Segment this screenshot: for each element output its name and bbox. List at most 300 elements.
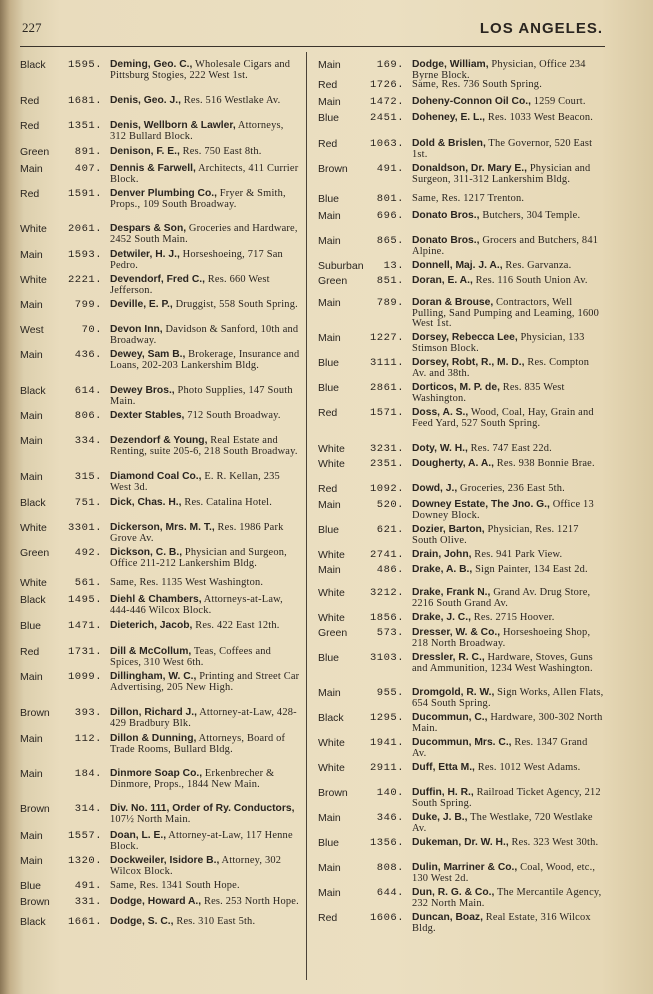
listing-entry xyxy=(20,548,302,569)
phone-number: 1099. xyxy=(67,671,102,683)
phone-number: 614. xyxy=(74,385,102,397)
listing-name: Dresser, W. & Co., xyxy=(412,627,501,638)
listing-entry xyxy=(318,763,604,774)
listing-name: Dodge, William, xyxy=(412,59,489,70)
listing-details: Attorneys-at-Law, 444-446 Wilcox Block. xyxy=(110,594,283,616)
listing-entry xyxy=(318,525,604,546)
listing-name: Dieterich, Jacob, xyxy=(110,620,193,631)
listing-text xyxy=(110,523,302,544)
listing-entry xyxy=(318,194,604,205)
listing-details: Davidson & Sanford, 10th and Broadway. xyxy=(110,324,299,346)
listing-details: Res. 116 South Union Av. xyxy=(472,275,588,286)
listing-text xyxy=(110,881,302,892)
listing-details: Fryer & Smith, Props., 109 South Broadway. xyxy=(110,188,286,210)
phone-number: 1726. xyxy=(369,79,404,91)
listing-name: Drake, J. C., xyxy=(412,612,471,623)
listing-text xyxy=(412,788,604,809)
listing-text xyxy=(110,769,302,790)
listing-name: Duff, Etta M., xyxy=(412,762,475,773)
listing-name: Denis, Wellborn & Lawler, xyxy=(110,120,236,131)
listing-name: Doty, W. H., xyxy=(412,443,468,454)
phone-number: 2741. xyxy=(369,549,404,561)
listing-entry xyxy=(318,408,604,429)
listing-details: Groceries, 236 East 5th. xyxy=(457,483,565,494)
exchange-name: Brown xyxy=(20,896,50,908)
listing-entry xyxy=(318,653,604,674)
listing-details: Brokerage, Insurance and Loans, 202-203 Lankershim Bldg. xyxy=(110,349,300,371)
exchange-name: White xyxy=(318,612,345,624)
exchange-name: Main xyxy=(318,59,341,71)
listing-text xyxy=(412,613,604,624)
listing-text xyxy=(110,708,302,729)
listing-name: Dexter Stables, xyxy=(110,410,185,421)
listing-name: Dorsey, Robt, R., M. D., xyxy=(412,357,525,368)
exchange-name: Blue xyxy=(318,652,340,664)
listing-name: Diehl & Chambers, xyxy=(110,594,202,605)
listing-details: Res. Garvanza. xyxy=(502,260,572,271)
phone-number: 2451. xyxy=(369,112,404,124)
listing-text xyxy=(412,484,604,495)
listing-entry xyxy=(318,276,604,287)
listing-entry xyxy=(20,523,302,544)
listing-text xyxy=(412,333,604,354)
listing-name: Dickson, C. B., xyxy=(110,547,183,558)
listing-entry xyxy=(318,444,604,455)
listing-text xyxy=(412,97,604,108)
exchange-name: White xyxy=(318,549,345,561)
phone-number: 806. xyxy=(74,410,102,422)
listing-text xyxy=(412,408,604,429)
listing-name: Dewey, Sam B., xyxy=(110,349,186,360)
listing-text xyxy=(110,96,302,107)
exchange-name: Blue xyxy=(20,620,42,632)
exchange-name: Main xyxy=(20,410,43,422)
listing-entry xyxy=(20,121,302,142)
listing-details: Res. 938 Bonnie Brae. xyxy=(494,458,595,469)
exchange-name: Blue xyxy=(20,880,42,892)
listing-name: Denis, Geo. J., xyxy=(110,95,181,106)
listing-text xyxy=(412,653,604,674)
listing-entry xyxy=(20,769,302,790)
phone-number: 520. xyxy=(376,499,404,511)
listing-entry xyxy=(20,621,302,632)
listing-text xyxy=(110,856,302,877)
listing-details: Coal, Wood, etc., 130 West 2d. xyxy=(412,862,596,884)
listing-entry xyxy=(318,164,604,185)
listing-name: Deming, Geo. C., xyxy=(110,59,193,70)
left-column xyxy=(20,55,302,985)
listing-details: Horseshoeing Shop, 218 North Broadway. xyxy=(412,627,591,649)
phone-number: 751. xyxy=(74,497,102,509)
exchange-name: Main xyxy=(20,830,43,842)
listing-details: Physician, Office 234 Byrne Block. xyxy=(412,59,586,81)
listing-name: Doheny-Connon Oil Co., xyxy=(412,96,531,107)
listing-text xyxy=(412,113,604,124)
listing-name: Dougherty, A. A., xyxy=(412,458,494,469)
phone-number: 3301. xyxy=(67,522,102,534)
listing-details: Res. 941 Park View. xyxy=(471,549,563,560)
listing-details: Sign Works, Allen Flats, 654 South Spring. xyxy=(412,687,604,709)
listing-text xyxy=(412,713,604,734)
listing-name: Doheney, E. L., xyxy=(412,112,486,123)
listing-name: Dick, Chas. H., xyxy=(110,497,182,508)
exchange-name: White xyxy=(318,587,345,599)
listing-details: Same, Res. 1341 South Hope. xyxy=(110,880,240,891)
listing-text xyxy=(412,628,604,649)
listing-entry xyxy=(318,60,604,81)
listing-text xyxy=(110,734,302,755)
exchange-name: White xyxy=(318,458,345,470)
listing-name: Ducommun, Mrs. C., xyxy=(412,737,512,748)
listing-entry xyxy=(318,236,604,257)
listing-details: Teas, Coffees and Spices, 310 West 6th. xyxy=(110,646,272,668)
page-header xyxy=(0,20,653,42)
listing-name: Denver Plumbing Co., xyxy=(110,188,217,199)
listing-entry xyxy=(318,713,604,734)
listing-text xyxy=(110,350,302,371)
exchange-name: Main xyxy=(20,768,43,780)
exchange-name: Red xyxy=(318,912,338,924)
phone-number: 169. xyxy=(376,59,404,71)
listing-text xyxy=(110,472,302,493)
listing-name: Drake, A. B., xyxy=(412,564,473,575)
listing-text xyxy=(412,383,604,404)
listing-entry xyxy=(20,224,302,245)
listing-name: Denison, F. E., xyxy=(110,146,180,157)
listing-name: Dill & McCollum, xyxy=(110,646,192,657)
phone-number: 1571. xyxy=(369,407,404,419)
listing-entry xyxy=(20,647,302,668)
listing-text xyxy=(110,386,302,407)
exchange-name: Blue xyxy=(318,112,340,124)
listing-text xyxy=(412,738,604,759)
phone-number: 561. xyxy=(74,577,102,589)
phone-number: 331. xyxy=(74,896,102,908)
listing-text xyxy=(412,525,604,546)
exchange-name: Red xyxy=(318,407,338,419)
listing-details: Grand Av. Drug Store, 2216 South Grand Av. xyxy=(412,587,591,609)
listing-entry xyxy=(20,578,302,589)
listing-details: Res. 835 West Washington. xyxy=(412,382,565,404)
listing-text xyxy=(412,459,604,470)
listing-text xyxy=(110,300,302,311)
listing-text xyxy=(110,250,302,271)
listing-name: Dickerson, Mrs. M. T., xyxy=(110,522,215,533)
listing-details: 107½ North Main. xyxy=(110,813,191,825)
listing-name: Dressler, R. C., xyxy=(412,652,485,663)
listing-entry xyxy=(20,325,302,346)
phone-number: 1606. xyxy=(369,912,404,924)
phone-number: 2351. xyxy=(369,458,404,470)
phone-number: 1941. xyxy=(369,737,404,749)
listing-text xyxy=(412,194,604,205)
listing-entry xyxy=(20,917,302,928)
listing-entry xyxy=(318,113,604,124)
exchange-name: Blue xyxy=(318,837,340,849)
exchange-name: Black xyxy=(20,916,46,928)
listing-entry xyxy=(318,383,604,404)
exchange-name: Blue xyxy=(318,357,340,369)
phone-number: 1495. xyxy=(67,594,102,606)
listing-entry xyxy=(318,139,604,160)
listing-entry xyxy=(20,350,302,371)
listing-name: Dorsey, Rebecca Lee, xyxy=(412,332,518,343)
listing-name: Devendorf, Fred C., xyxy=(110,274,205,285)
listing-details: Attorneys, Board of Trade Rooms, Bullard Bldg. xyxy=(110,733,286,755)
listing-details: Real Estate and Renting, suite 205-6, 218 South Broadway. xyxy=(110,435,298,457)
listing-text xyxy=(412,60,604,81)
exchange-name: Green xyxy=(20,146,50,158)
listing-text xyxy=(110,498,302,509)
listing-details: Res. Compton Av. and 38th. xyxy=(412,357,590,379)
listing-text xyxy=(110,147,302,158)
listing-name: Doss, A. S., xyxy=(412,407,469,418)
exchange-name: White xyxy=(20,223,47,235)
listing-entry xyxy=(20,250,302,271)
listing-details: Erkenbrecher & Dinmore, Props., 1844 New Main. xyxy=(110,768,275,790)
listing-details: The Mercantile Agency, 232 North Main. xyxy=(412,887,602,909)
listing-entry xyxy=(318,261,604,272)
listing-name: Dennis & Farwell, xyxy=(110,163,196,174)
listing-details: Physician and Surgeon, Office 211-212 Lankershim Bldg. xyxy=(110,547,287,569)
listing-details: Physician, Res. 1217 South Olive. xyxy=(412,524,579,546)
phone-number: 644. xyxy=(376,887,404,899)
listing-name: Dillingham, W. C., xyxy=(110,671,197,682)
phone-number: 1472. xyxy=(369,96,404,108)
exchange-name: Main xyxy=(20,733,43,745)
exchange-name: Green xyxy=(318,275,348,287)
exchange-name: Green xyxy=(20,547,50,559)
listing-entry xyxy=(318,788,604,809)
listing-entry xyxy=(20,411,302,422)
listing-details: Attorneys, 312 Bullard Block. xyxy=(110,120,284,142)
phone-number: 1351. xyxy=(67,120,102,132)
listing-entry xyxy=(20,472,302,493)
phone-number: 184. xyxy=(74,768,102,780)
listing-name: Doran, E. A., xyxy=(412,275,473,286)
phone-number: 1595. xyxy=(67,59,102,71)
exchange-name: Main xyxy=(318,332,341,344)
listing-text xyxy=(110,164,302,185)
listing-entry xyxy=(20,386,302,407)
listing-entry xyxy=(20,734,302,755)
phone-number: 436. xyxy=(74,349,102,361)
listing-details: Same, Res. 736 South Spring. xyxy=(412,79,543,90)
listing-name: Deville, E. P., xyxy=(110,299,173,310)
listing-entry xyxy=(318,333,604,354)
phone-number: 1661. xyxy=(67,916,102,928)
listing-entry xyxy=(318,628,604,649)
listing-text xyxy=(412,588,604,609)
phone-number: 334. xyxy=(74,435,102,447)
listing-details: Res. 2715 Hoover. xyxy=(470,612,555,623)
phone-number: 13. xyxy=(383,260,404,272)
listing-text xyxy=(110,121,302,142)
listing-details: Res. 516 Westlake Av. xyxy=(180,95,281,106)
listing-name: Dold & Brislen, xyxy=(412,138,486,149)
listing-name: Duke, J. B., xyxy=(412,812,468,823)
listing-details: Res. 323 West 30th. xyxy=(508,837,599,848)
listing-entry xyxy=(318,838,604,849)
listing-details: Butchers, 304 Temple. xyxy=(479,210,581,221)
listing-entry xyxy=(318,211,604,222)
listing-entry xyxy=(318,97,604,108)
listing-details: Wholesale Cigars and Pittsburg Stogies, 222 West 1st. xyxy=(110,59,291,81)
listing-details: Attorney-at-Law, 428-429 Bradbury Blk. xyxy=(110,707,297,729)
phone-number: 1591. xyxy=(67,188,102,200)
listing-entry xyxy=(318,913,604,934)
listing-details: Attorney-at-Law, 117 Henne Block. xyxy=(110,830,293,852)
listing-details: Real Estate, 316 Wilcox Bldg. xyxy=(412,912,591,934)
listing-details: 1259 Court. xyxy=(530,96,586,107)
listing-name: Dillon & Dunning, xyxy=(110,733,197,744)
listing-name: Duncan, Boaz, xyxy=(412,912,483,923)
exchange-name: Main xyxy=(20,163,43,175)
phone-number: 1471. xyxy=(67,620,102,632)
exchange-name: Red xyxy=(20,120,40,132)
exchange-name: White xyxy=(20,274,47,286)
phone-number: 1227. xyxy=(369,332,404,344)
listing-entry xyxy=(318,484,604,495)
phone-number: 2221. xyxy=(67,274,102,286)
listing-details: Hardware, Stoves, Guns and Ammunition, 1234 West Washington. xyxy=(412,652,593,674)
listing-details: Architects, 411 Currier Block. xyxy=(110,163,299,185)
listing-details: Physician and Surgeon, 311-312 Lankershim Bldg. xyxy=(412,163,591,185)
listing-text xyxy=(110,595,302,616)
listing-name: Dromgold, R. W., xyxy=(412,687,495,698)
listing-name: Dowd, J., xyxy=(412,483,458,494)
listing-text xyxy=(412,261,604,272)
listing-name: Downey Estate, The Jno. G., xyxy=(412,499,550,510)
exchange-name: Blue xyxy=(318,193,340,205)
listing-details: Office 13 Downey Block. xyxy=(412,499,594,521)
exchange-name: Red xyxy=(318,483,338,495)
listing-text xyxy=(412,550,604,561)
exchange-name: White xyxy=(318,737,345,749)
exchange-name: Black xyxy=(20,497,46,509)
listing-text xyxy=(412,888,604,909)
phone-number: 140. xyxy=(376,787,404,799)
listing-name: Dockweiler, Isidore B., xyxy=(110,855,220,866)
listing-text xyxy=(110,189,302,210)
listing-details: Contractors, Well Pulling, Sand Pumping and Leaming, 1600 West 1st. xyxy=(412,297,600,329)
listing-text xyxy=(412,211,604,222)
listing-entry xyxy=(318,550,604,561)
listing-entry xyxy=(20,436,302,457)
exchange-name: Blue xyxy=(318,382,340,394)
listing-name: Duffin, H. R., xyxy=(412,787,474,798)
exchange-name: Suburban xyxy=(318,260,364,272)
exchange-name: Brown xyxy=(318,787,348,799)
exchange-name: Main xyxy=(20,855,43,867)
phone-number: 1063. xyxy=(369,138,404,150)
listing-text xyxy=(110,897,302,908)
listing-entry xyxy=(318,863,604,884)
phone-number: 346. xyxy=(376,812,404,824)
exchange-name: White xyxy=(318,762,345,774)
exchange-name: Main xyxy=(318,862,341,874)
exchange-name: White xyxy=(318,443,345,455)
listing-name: Dun, R. G. & Co., xyxy=(412,887,495,898)
listing-name: Div. No. 111, Order of Ry. Conductors, xyxy=(110,803,295,814)
listing-name: Diamond Coal Co., xyxy=(110,471,202,482)
listing-entry xyxy=(318,298,604,330)
city-heading: LOS ANGELES. xyxy=(479,20,603,37)
listing-details: Res. 310 East 5th. xyxy=(173,916,256,927)
phone-number: 1557. xyxy=(67,830,102,842)
phone-number: 696. xyxy=(376,210,404,222)
listing-entry xyxy=(20,595,302,616)
phone-number: 491. xyxy=(376,163,404,175)
listing-entry xyxy=(20,804,302,825)
listing-details: Druggist, 558 South Spring. xyxy=(172,299,298,310)
listing-text xyxy=(412,863,604,884)
listing-text xyxy=(412,763,604,774)
listing-name: Dorticos, M. P. de, xyxy=(412,382,500,393)
phone-number: 891. xyxy=(74,146,102,158)
listing-text xyxy=(412,500,604,521)
exchange-name: Main xyxy=(20,349,43,361)
listing-entry xyxy=(20,300,302,311)
page-number: 227 xyxy=(22,20,42,35)
listing-entry xyxy=(318,565,604,576)
listing-entry xyxy=(20,189,302,210)
listing-details: Wood, Coal, Hay, Grain and Feed Yard, 527 South Spring. xyxy=(412,407,594,429)
listing-name: Donaldson, Dr. Mary E., xyxy=(412,163,528,174)
listing-text xyxy=(412,236,604,257)
exchange-name: Main xyxy=(318,297,341,309)
exchange-name: Main xyxy=(318,887,341,899)
listing-entry xyxy=(318,459,604,470)
phone-number: 851. xyxy=(376,275,404,287)
listing-text xyxy=(412,358,604,379)
listing-entry xyxy=(20,831,302,852)
listing-details: Same, Res. 1217 Trenton. xyxy=(412,193,525,204)
exchange-name: Red xyxy=(20,95,40,107)
phone-number: 3111. xyxy=(369,357,404,369)
phone-number: 70. xyxy=(81,324,102,336)
listing-entry xyxy=(20,164,302,185)
listing-text xyxy=(412,444,604,455)
listing-details: The Westlake, 720 Westlake Av. xyxy=(412,812,593,834)
phone-number: 486. xyxy=(376,564,404,576)
phone-number: 1681. xyxy=(67,95,102,107)
phone-number: 1593. xyxy=(67,249,102,261)
listing-name: Devon Inn, xyxy=(110,324,163,335)
phone-number: 3212. xyxy=(369,587,404,599)
listing-details: Res. Catalina Hotel. xyxy=(181,497,273,508)
listing-details: Res. 1986 Park Grove Av. xyxy=(110,522,284,544)
listing-name: Dezendorf & Young, xyxy=(110,435,208,446)
exchange-name: West xyxy=(20,324,44,336)
listing-entry xyxy=(20,897,302,908)
phone-number: 314. xyxy=(74,803,102,815)
listing-details: E. R. Kellan, 235 West 3d. xyxy=(110,471,280,493)
listing-name: Dodge, S. C., xyxy=(110,916,174,927)
listing-text xyxy=(412,298,604,330)
phone-number: 491. xyxy=(74,880,102,892)
listing-text xyxy=(412,913,604,934)
exchange-name: Main xyxy=(318,96,341,108)
exchange-name: Main xyxy=(318,235,341,247)
listing-entry xyxy=(20,275,302,296)
listing-entry xyxy=(318,688,604,709)
listing-details: Sign Painter, 134 East 2d. xyxy=(472,564,588,575)
phone-number: 1092. xyxy=(369,483,404,495)
listing-text xyxy=(110,917,302,928)
listing-entry xyxy=(318,500,604,521)
listing-entry xyxy=(20,672,302,693)
